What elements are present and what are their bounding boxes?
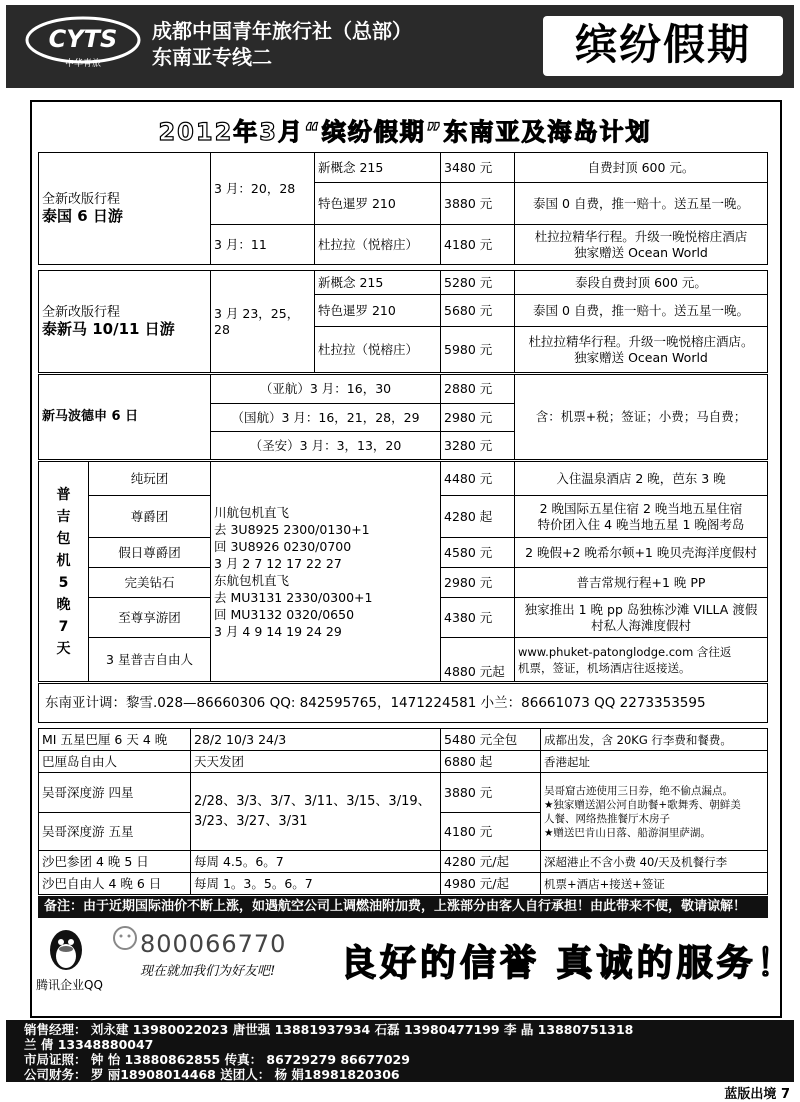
product-price: 5980 元	[441, 327, 515, 373]
product-price: 4480 元	[441, 462, 515, 496]
tsm-label: 全新改版行程 泰新马 10/11 日游	[39, 271, 211, 373]
product-name: 尊爵团	[89, 496, 211, 538]
product-name: 巴厘岛自由人	[39, 751, 191, 773]
product-price: 3880 元	[441, 183, 515, 225]
product-price: 4180 元	[441, 813, 541, 851]
xm-dates: （亚航）3 月：16，30	[211, 375, 441, 404]
xm-note: 含：机票+税；签证；小费；马自费；	[515, 375, 768, 460]
xm-dates: （圣安）3 月：3，13，20	[211, 432, 441, 460]
product-name: 吴哥深度游 五星	[39, 813, 191, 851]
logo-text: CYTS	[48, 25, 118, 53]
product-dates: 天天发团	[191, 751, 441, 773]
product-price: 4380 元	[441, 598, 515, 638]
xm-dates: （国航）3 月：16，21，28，29	[211, 404, 441, 432]
qq-number[interactable]: 800066770	[140, 930, 287, 958]
product-price: 4280 元/起	[441, 851, 541, 873]
product-note: 机票+酒店+接送+签证	[541, 873, 768, 895]
thai-label: 全新改版行程 泰国 6 日游	[39, 153, 211, 265]
qq-label: 腾讯企业QQ	[36, 978, 103, 992]
product-price: 3880 元	[441, 773, 541, 813]
xm-table	[38, 374, 768, 460]
product-name: 新概念 215	[315, 153, 441, 183]
product-price: 2980 元	[441, 568, 515, 598]
product-dates: 每周 4.5。6。7	[191, 851, 441, 873]
product-note: 独家推出 1 晚 pp 岛独栋沙滩 VILLA 渡假 村私人海滩度假村	[515, 598, 768, 638]
company-name	[152, 18, 412, 70]
product-note: 入住温泉酒店 2 晚，芭东 3 晚	[515, 462, 768, 496]
thai-dates1: 3 月：20，28	[211, 153, 315, 225]
product-note: www.phuket-patonglodge.com 含往返 机票，签证，机场酒店往返接送。	[515, 638, 768, 682]
product-price: 4980 元/起	[441, 873, 541, 895]
product-name: 3 星普吉自由人	[89, 638, 211, 682]
product-name: 特色暹罗 210	[315, 183, 441, 225]
product-name: 新概念 215	[315, 271, 441, 295]
islands-table	[38, 728, 768, 895]
phuket-table	[38, 461, 768, 682]
qq-invite: 现在就加我们为好友吧!	[140, 964, 276, 979]
company-line1: 成都中国青年旅行社（总部）	[152, 19, 412, 43]
notice-bar: 备注：由于近期国际油价不断上涨，如遇航空公司上调燃油附加费，上涨部分由客人自行承担！由此带来不便，敬请谅解！	[38, 896, 768, 918]
footer-line: 市局证照： 钟 怡 13880862855 传真： 86729279 86677029	[24, 1052, 410, 1067]
footer-line: 销售经理： 刘永建 13980022023 唐世强 13881937934 石磊 13980477199 李 晶 13880751318	[24, 1022, 634, 1037]
product-note: 深超港止不含小费 40/天及机餐行李	[541, 851, 768, 873]
company-line2: 东南亚专线二	[152, 45, 272, 69]
product-name: 吴哥深度游 四星	[39, 773, 191, 813]
plan-title: 2012年3月“缤纷假期”东南亚及海岛计划	[158, 118, 652, 146]
thai-dates2: 3 月：11	[211, 225, 315, 265]
phuket-flights: 川航包机直飞 去 3U8925 2300/0130+1 回 3U8926 0230/0700 3 月 2 7 12 17 22 27 东航包机直飞 去 MU3131 2330/0300+1 回 MU3132 0320/0650 3 月 4 9 14 19 24 29	[211, 462, 441, 682]
product-dates: 每周 1。3。5。6。7	[191, 873, 441, 895]
product-note: 吴哥窟古迹使用三日券，绝不偷点漏点。 ★独家赠送湄公河自助餐+歌舞秀、朝鲜美 人餐、网络热推餐厅木房子 ★赠送巴肯山日落、船游洞里萨湖。	[541, 773, 768, 851]
product-name: MI 五星巴厘 6 天 4 晚	[39, 729, 191, 751]
product-price: 4580 元	[441, 538, 515, 568]
product-note: 成都出发，含 20KG 行李费和餐费。	[541, 729, 768, 751]
product-name: 至尊享游团	[89, 598, 211, 638]
product-price: 4180 元	[441, 225, 515, 265]
product-price: 5480 元全包	[441, 729, 541, 751]
product-name: 特色暹罗 210	[315, 295, 441, 327]
product-dates: 28/2 10/3 24/3	[191, 729, 441, 751]
product-note: 杜拉拉精华行程。升级一晚悦榕庄酒店。 独家赠送 Ocean World	[515, 327, 768, 373]
product-name: 纯玩团	[89, 462, 211, 496]
qq-contact	[140, 930, 286, 979]
thai-table	[38, 152, 768, 265]
product-note: 自费封顶 600 元。	[515, 153, 768, 183]
product-price: 3480 元	[441, 153, 515, 183]
product-name: 沙巴自由人 4 晚 6 日	[39, 873, 191, 895]
product-note: 2 晚假+2 晚希尔顿+1 晚贝壳海洋度假村	[515, 538, 768, 568]
brand-title: 缤纷假期	[543, 16, 783, 76]
product-name: 杜拉拉（悦榕庄）	[315, 225, 441, 265]
product-price: 4280 起	[441, 496, 515, 538]
logo-sub: 中华青旅	[64, 59, 102, 69]
contact-line: 东南亚计调：黎雪.028—86660306 QQ: 842595765，1471224581 小兰：86661073 QQ 2273353595	[38, 683, 768, 723]
company-logo-icon	[24, 14, 142, 70]
phuket-label: 普 吉 包 机 5 晚 7 天	[39, 462, 89, 682]
product-name: 沙巴参团 4 晚 5 日	[39, 851, 191, 873]
product-price: 4880 元起	[441, 638, 515, 682]
product-price: 2980 元	[441, 404, 515, 432]
tsm-table	[38, 270, 768, 373]
product-name: 杜拉拉（悦榕庄）	[315, 327, 441, 373]
product-note: 普吉常规行程+1 晚 PP	[515, 568, 768, 598]
product-note: 杜拉拉精华行程。升级一晚悦榕庄酒店 独家赠送 Ocean World	[515, 225, 768, 265]
product-name: 完美钻石	[89, 568, 211, 598]
footer-line: 公司财务： 罗 丽18908014468 送团人： 杨 娟18981820306	[24, 1067, 400, 1082]
footer-line: 负 责 人： 姚 娟 13881911240 地址： 成都市大慈寺路17号商会大厦5楼506	[24, 1082, 478, 1097]
product-price: 3280 元	[441, 432, 515, 460]
product-note: 泰国 0 自费，推一赔十。送五星一晚。	[515, 183, 768, 225]
slogan: 良好的信誉 真诚的服务！	[340, 943, 797, 984]
tsm-dates: 3 月 23，25，28	[211, 271, 315, 373]
product-note: 泰段自费封顶 600 元。	[515, 271, 768, 295]
product-price: 5680 元	[441, 295, 515, 327]
product-dates: 2/28、3/3、3/7、3/11、3/15、3/19、 3/23、3/27、3/31	[191, 773, 441, 851]
product-note: 2 晚国际五星住宿 2 晚当地五星住宿 特价团入住 4 晚当地五星 1 晚阁考岛	[515, 496, 768, 538]
product-price: 6880 起	[441, 751, 541, 773]
footer-line: 兰 倩 13348880047	[24, 1037, 154, 1052]
product-note: 香港起址	[541, 751, 768, 773]
product-price: 2880 元	[441, 375, 515, 404]
product-price: 5280 元	[441, 271, 515, 295]
page-label: 蓝版出境 7	[724, 1087, 790, 1102]
product-note: 泰国 0 自费，推一赔十。送五星一晚。	[515, 295, 768, 327]
xm-label: 新马波德申 6 日	[39, 375, 211, 460]
product-name: 假日尊爵团	[89, 538, 211, 568]
